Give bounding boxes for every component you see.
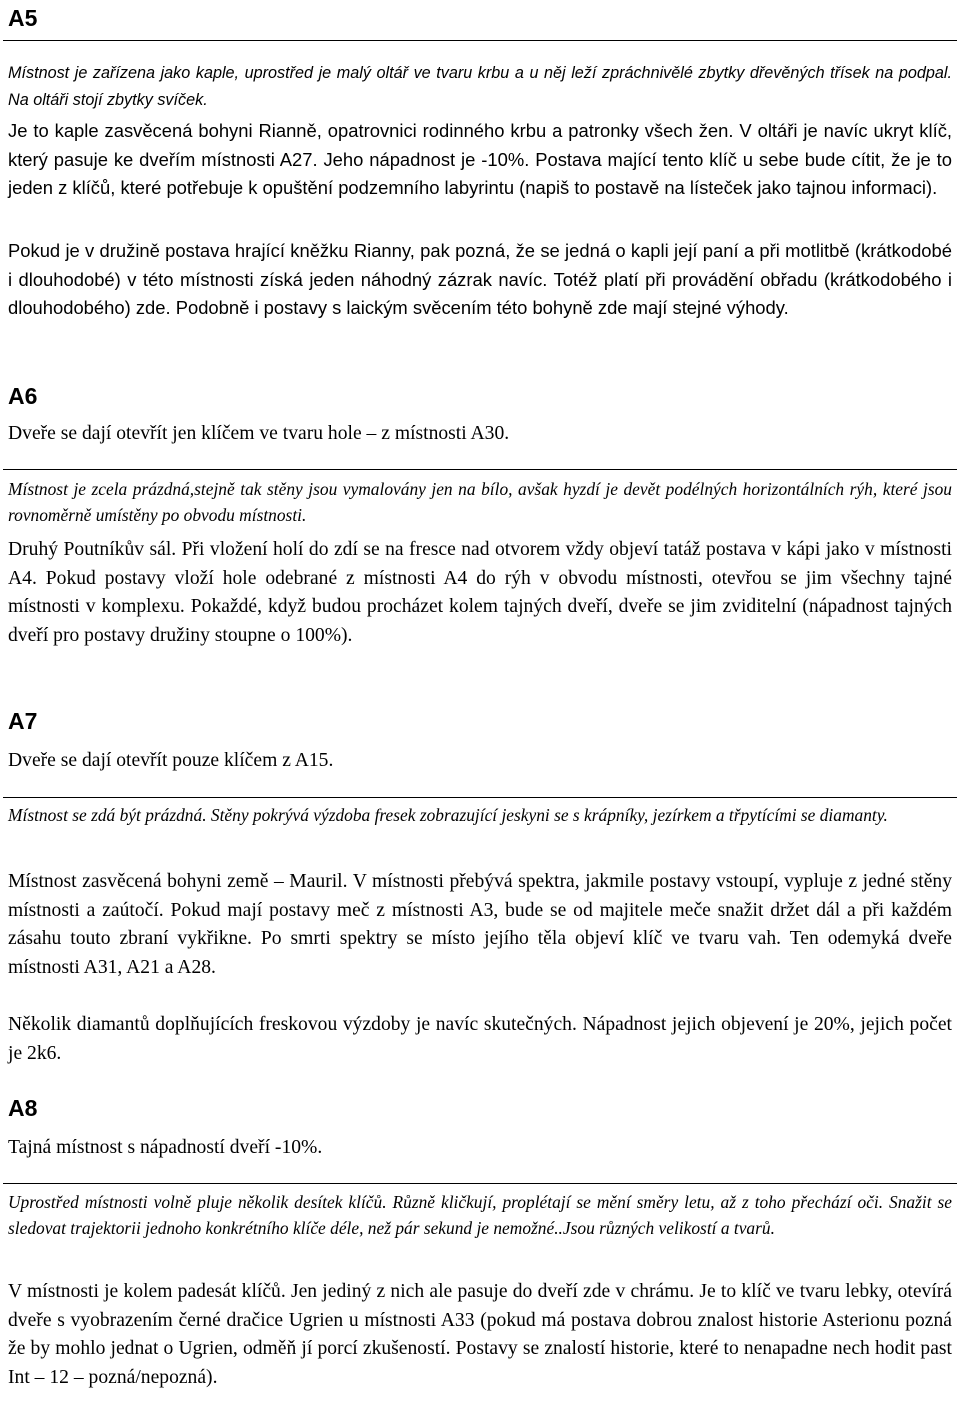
room-text-a5-1: Je to kaple zasvěcená bohyni Rianně, opatrovnici rodinného krbu a patronky všech žen. V oltáři je navíc ukryt klíč, který pasuje ke dveřím místnosti A27. Jeho nápadnost je -10%. Postava mající tento klíč u sebe bude cítit, že je to jeden z klíčů, které potřebuje k opuštění podzemního labyrintu (napiš to postavě na lísteček jako tajnou informaci). [8, 120, 952, 198]
room-description-a8: Uprostřed místnosti volně pluje několik desítek klíčů. Různě kličkují, proplétají se mění směry letu, až z toho přechází oči. Snažit se sledovat trajektorii jednoho konkrétního klíče déle, než pár sekund je nemožné..Jsou různých velikostí a tvarů. [8, 1192, 952, 1238]
section-divider [3, 1183, 957, 1184]
room-text-a8: V místnosti je kolem padesát klíčů. Jen jediný z nich ale pasuje do dveří zde v chrámu. Je to klíč ve tvaru lebky, otevírá dveře s vyobrazením černé dračice Ugrien u místnosti A33 (pokud má postava dobrou znalost historie Asterionu pozná že by mohlo jednat o Ugrien, odměň jí porcí zkušeností. Postavy se znalostí historie, které to nenapadne nech hodit past Int – 12 – pozná/nepozná). [8, 1281, 952, 1388]
section-heading-a5: A5 [8, 5, 38, 31]
door-info-a7: Dveře se dají otevřít pouze klíčem z A15. [8, 750, 334, 771]
door-info-a8: Tajná místnost s nápadností dveří -10%. [8, 1137, 323, 1158]
door-info-a6: Dveře se dají otevřít jen klíčem ve tvaru hole – z místnosti A30. [8, 423, 510, 444]
section-divider [3, 797, 957, 798]
room-description-a5: Místnost je zařízena jako kaple, uprostřed je malý oltář ve tvaru krbu a u něj leží zpráchnivělé zbytky dřevěných třísek na podpal. Na oltáři stojí zbytky svíček. [8, 64, 952, 109]
room-description-a7: Místnost se zdá být prázdná. Stěny pokrývá výzdoba fresek zobrazující jeskyni se s krápníky, jezírkem a třpytícími se diamanty. [8, 805, 888, 825]
room-text-a7-2: Několik diamantů doplňujících freskovou výzdoby je navíc skutečných. Nápadnost jejich objevení je 20%, jejich počet je 2k6. [8, 1014, 952, 1064]
section-divider [3, 469, 957, 470]
room-text-a7-1: Místnost zasvěcená bohyni země – Mauril. V místnosti přebývá spektra, jakmile postavy vstoupí, vypluje z jedné stěny místnosti a zaútočí. Pokud mají postavy meč z místnosti A3, bude se od majitele meče snažit držet dál a při každém zásahu touto zbraní vykřikne. Po smrti spektry se místo jejího těla objeví klíč ve tvaru vah. Ten odemyká dveře místnosti A31, A21 a A28. [8, 871, 952, 978]
section-heading-a8: A8 [8, 1095, 38, 1121]
room-description-a6: Místnost je zcela prázdná,stejně tak stěny jsou vymalovány jen na bílo, avšak hyzdí je devět podélných horizontálních rýh, které jsou rovnoměrně umístěny po obvodu místnosti. [8, 479, 952, 525]
room-text-a6: Druhý Poutníkův sál. Při vložení holí do zdí se na fresce nad otvorem vždy objeví tatáž postava v kápi jako v místnosti A4. Pokud postavy vloží hole odebrané z místnosti A4 do rýh v obvodu místnosti, otevřou se jim všechny tajné místnosti v komplexu. Pokaždé, když budou procházet kolem tajných dveří, dveře se jim zviditelní (nápadnost tajných dveří pro postavy družiny stoupne o 100%). [8, 539, 952, 646]
section-heading-a7: A7 [8, 708, 38, 734]
room-text-a5-2: Pokud je v družině postava hrající kněžku Rianny, pak pozná, že se jedná o kapli její paní a při motlitbě (krátkodobé i dlouhodobé) v této místnosti získá jeden náhodný zázrak navíc. Totéž platí při provádění obřadu (krátkodobého i dlouhodobého) zde. Podobně i postavy s laickým svěcením této bohyně zde mají stejné výhody. [8, 240, 952, 318]
section-heading-a6: A6 [8, 383, 38, 409]
section-divider [3, 40, 957, 41]
